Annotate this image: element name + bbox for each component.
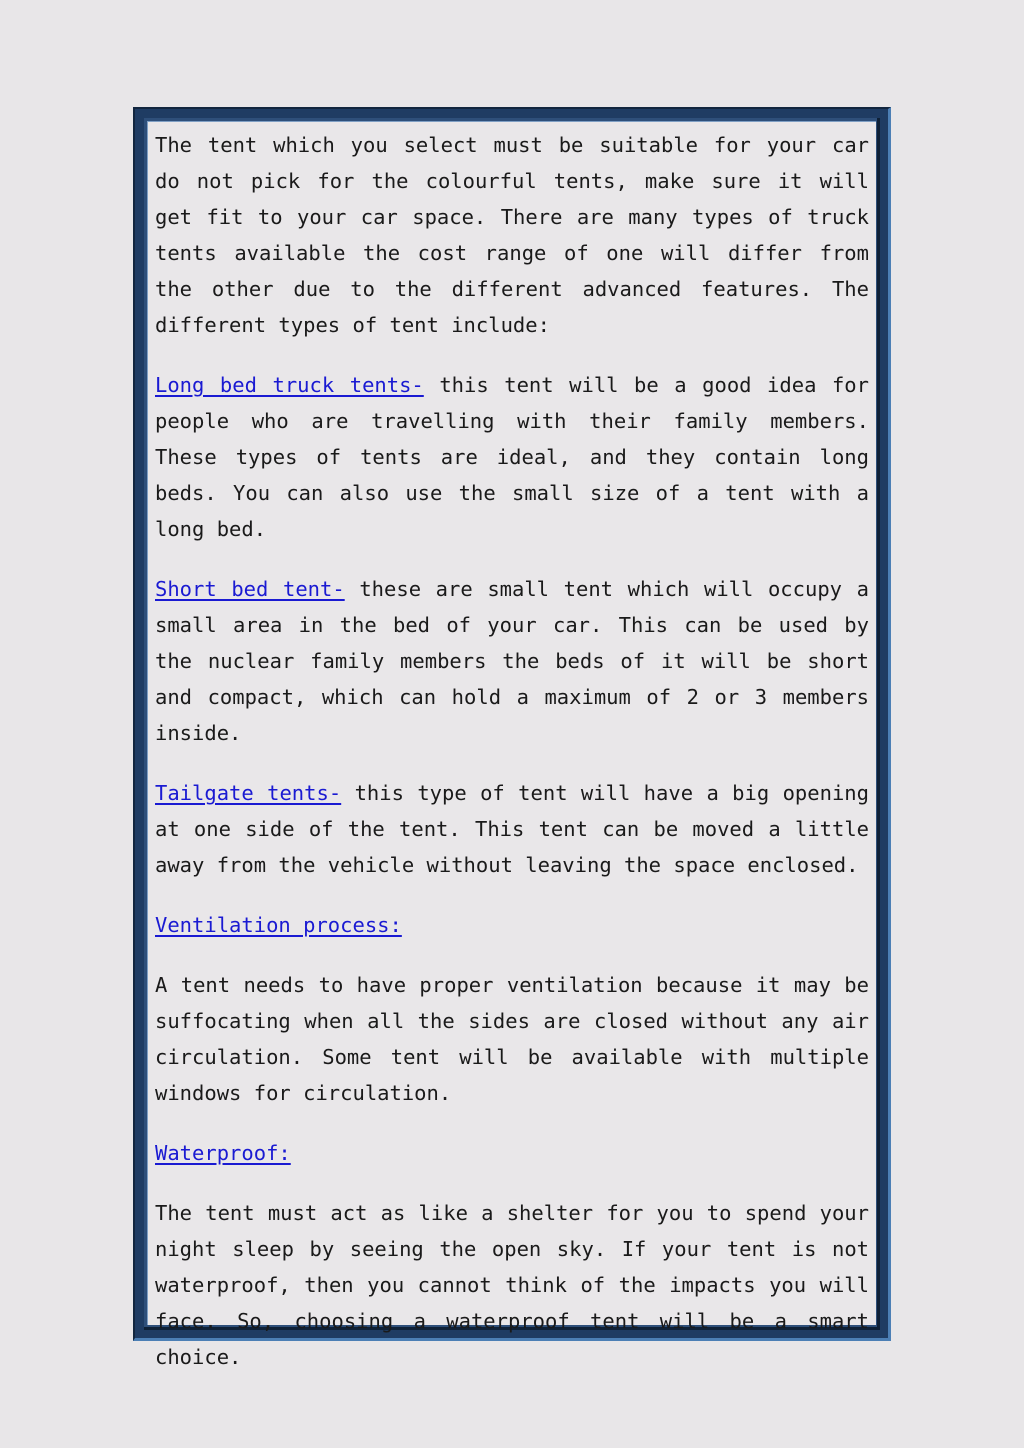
intro-paragraph: The tent which you select must be suitable for your car do not pick for the colourful tents, make sure it will get fit to your car space. There are many types of truck tents available the cost range of one will differ from the other due to the different advanced features. The different types of tent include: xyxy=(155,133,869,337)
waterproof-heading-link[interactable]: Waterproof: xyxy=(155,1141,291,1165)
ventilation-paragraph: A tent needs to have proper ventilation because it may be suffocating when all the sides are closed without any air circulation. Some tent will be available with multiple windows for circulation. xyxy=(155,973,869,1105)
long-bed-link[interactable]: Long bed truck tents- xyxy=(155,373,424,397)
tailgate-text: this type of tent will have a big opening at one side of the tent. This tent can be moved a little away from the vehicle without leaving the space enclosed. xyxy=(155,781,869,877)
waterproof-paragraph: The tent must act as like a shelter for you to spend your night sleep by seeing the open sky. If your tent is not waterproof, then you cannot think of the impacts you will face. So, choosing a waterproof tent will be a smart choice. xyxy=(155,1201,869,1369)
waterproof-heading-line xyxy=(155,1135,869,1171)
long-bed-text: this tent will be a good idea for people who are travelling with their family members. These types of tents are ideal, and they contain long beds. You can also use the small size of a tent with a long bed. xyxy=(155,373,869,541)
ventilation-heading-link[interactable]: Ventilation process: xyxy=(155,913,402,937)
tailgate-paragraph xyxy=(155,775,869,883)
tailgate-link[interactable]: Tailgate tents- xyxy=(155,781,342,805)
document-content xyxy=(155,127,869,1399)
ventilation-heading-line xyxy=(155,907,869,943)
short-bed-link[interactable]: Short bed tent- xyxy=(155,577,345,601)
long-bed-paragraph xyxy=(155,367,869,547)
short-bed-text: these are small tent which will occupy a small area in the bed of your car. This can be used by the nuclear family members the beds of it will be short and compact, which can hold a maximum of 2 or 3 members inside. xyxy=(155,577,869,745)
short-bed-paragraph xyxy=(155,571,869,751)
